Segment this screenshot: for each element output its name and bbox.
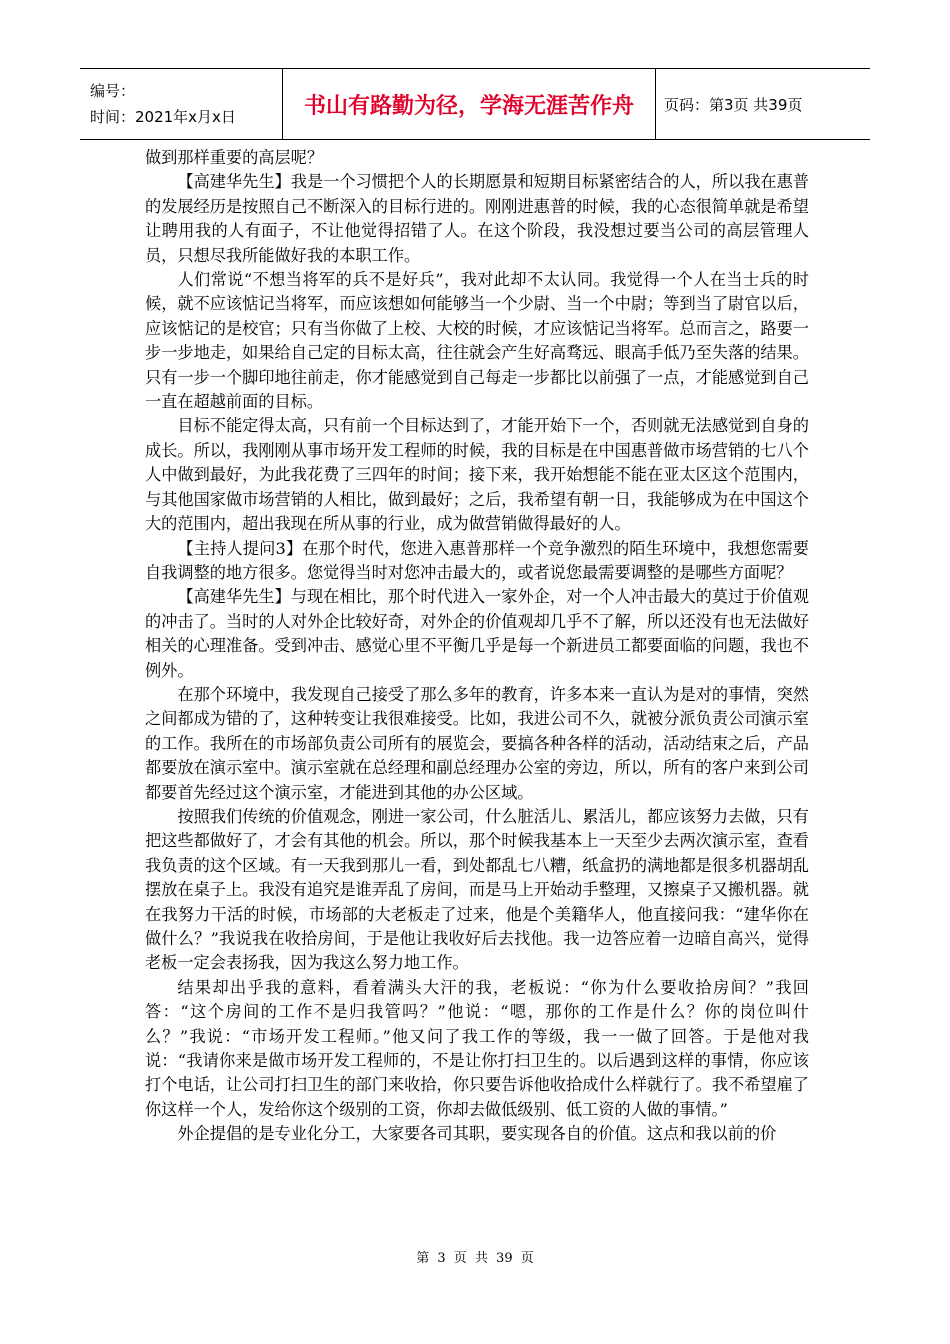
footer-page-number: 第 3 页 共 39 页 (416, 1251, 534, 1266)
paragraph: 【高建华先生】我是一个习惯把个人的长期愿景和短期目标紧密结合的人，所以我在惠普的发展经历是按照自己不断深入的目标行进的。刚刚进惠普的时候，我的心态很简单就是希望让聘用我的人有面子，不让他觉得招错了人。在这个阶段，我没想过要当公司的高层管理人员，只想尽我所能做好我的本职工作。 (145, 172, 809, 265)
date-label: 时间：2021年x月x日 (90, 108, 236, 126)
page-number-label: 页码：第3页 共39页 (664, 95, 803, 114)
paragraph: 结果却出乎我的意料，看着满头大汗的我，老板说：“你为什么要收拾房间？”我回答：“这个房间的工作不是归我管吗？”他说：“嗯，那你的工作是什么？你的岗位叫什么？”我说：“市场开发工程师。”他又问了我工作的等级，我一一做了回答。于是他对我说：“我请你来是做市场开发工程师的，不是让你打扫卫生的。以后遇到这样的事情，你应该打个电话，让公司打扫卫生的部门来收拾，你只要告诉他收拾成什么样就行了。我不希望雇了你这样一个人，发给你这个级别的工资，你却去做低级别、低工资的人做的事情。” (145, 977, 809, 1119)
paragraph: 按照我们传统的价值观念，刚进一家公司，什么脏活儿、累活儿，都应该努力去做，只有把这些都做好了，才会有其他的机会。所以，那个时候我基本上一天至少去两次演示室，查看我负责的这个区域。有一天我到那儿一看，到处都乱七八糟，纸盒扔的满地都是很多机器胡乱摆放在桌子上。我没有追究是谁弄乱了房间，而是马上开始动手整理，又擦桌子又搬机器。就在我努力干活的时候，市场部的大老板走了过来，他是个美籍华人，他直接问我：“建华你在做什么？”我说我在收拾房间，于是他让我收好后去找他。我一边答应着一边暗自高兴，觉得老板一定会表扬我，因为我这么努力地工作。 (145, 806, 809, 973)
header-page-cell (656, 69, 870, 139)
header-left-cell (80, 69, 283, 139)
paragraph: 做到那样重要的高层呢？ (145, 148, 324, 167)
motto-text: 书山有路勤为径，学海无涯苦作舟 (303, 93, 634, 119)
paragraph: 目标不能定得太高，只有前一个目标达到了，才能开始下一个，否则就无法感觉到自身的成长。所以，我刚刚从事市场开发工程师的时候，我的目标是在中国惠普做市场营销的七八个人中做到最好，为此我花费了三四年的时间；接下来，我开始想能不能在亚太区这个范围内，与其他国家做市场营销的人相比，做到最好；之后，我希望有朝一日，我能够成为在中国这个大的范围内，超出我现在所从事的行业，成为做营销做得最好的人。 (145, 416, 809, 534)
paragraph: 在那个环境中，我发现自己接受了那么多年的教育，许多本来一直认为是对的事情，突然之间都成为错的了，这种转变让我很难接受。比如，我进公司不久，就被分派负责公司演示室的工作。我所在的市场部负责公司所有的展览会，要搞各种各样的活动，活动结束之后，产品都要放在演示室中。演示室就在总经理和副总经理办公室的旁边，所以，所有的客户来到公司都要首先经过这个演示室，才能进到其他的办公区域。 (145, 684, 809, 802)
header-motto-cell (283, 69, 656, 139)
paragraph: 【高建华先生】与现在相比，那个时代进入一家外企，对一个人冲击最大的莫过于价值观的冲击了。当时的人对外企比较好奇，对外企的价值观却几乎不了解，所以还没有也无法做好相关的心理准备。受到冲击、感觉心里不平衡几乎是每一个新进员工都要面临的问题，我也不例外。 (145, 587, 809, 680)
page-footer (0, 1247, 950, 1266)
paragraph: 【主持人提问3】在那个时代，您进入惠普那样一个竞争激烈的陌生环境中，我想您需要自我调整的地方很多。您觉得当时对您冲击最大的，或者说您最需要调整的是哪些方面呢？ (145, 538, 809, 582)
paragraph: 外企提倡的是专业化分工，大家要各司其职，要实现各自的价值。这点和我以前的价 (177, 1124, 777, 1144)
page-header (80, 68, 870, 140)
number-label: 编号： (90, 82, 136, 100)
paragraph: 人们常说“不想当将军的兵不是好兵”，我对此却不太认同。我觉得一个人在当士兵的时候，就不应该惦记当将军，而应该想如何能够当一个少尉、当一个中尉；等到当了尉官以后，应该惦记的是校官；只有当你做了上校、大校的时候，才应该惦记当将军。总而言之，路要一步一步地走，如果给自己定的目标太高，往往就会产生好高骛远、眼高手低乃至失落的结果。只有一步一个脚印地往前走，你才能感觉到自己每走一步都比以前强了一点，才能感觉到自己一直在超越前面的目标。 (145, 270, 809, 412)
document-body (145, 146, 809, 1147)
